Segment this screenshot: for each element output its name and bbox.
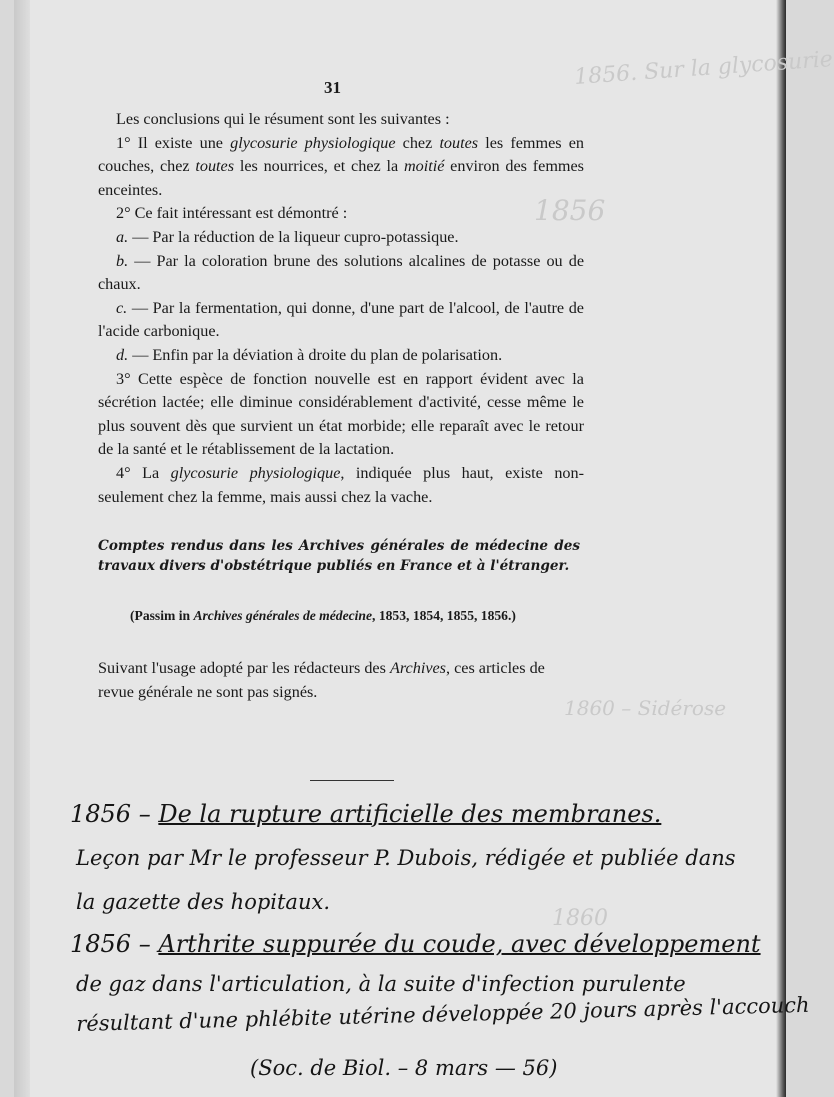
document-page bbox=[14, 0, 834, 1097]
list-item: d. — Enfin par la déviation à droite du plan de polarisation. bbox=[116, 345, 503, 364]
handwritten-entry-2-reference: (Soc. de Biol. – 8 mars — 56) bbox=[250, 1056, 558, 1080]
paragraph: 3° Cette espèce de fonction nouvelle est en rapport évident avec la sécrétion lactée; elle diminue considérablement d'activité, cesse même le plus souvent dès que survient un état morbide; elle reparaît avec le retour de la santé et le rétablissement de la lactation. bbox=[98, 369, 584, 459]
separator-rule bbox=[310, 780, 394, 781]
page-number: 31 bbox=[324, 78, 341, 97]
handwritten-entry-2-title: 1856 – Arthrite suppurée du coude, avec développement bbox=[70, 930, 761, 958]
paragraph-conclusion-1: 1° Il existe une glycosurie physiologique chez toutes les femmes en couches, chez toutes les nourrices, et chez la moitié environ des femmes enceintes. bbox=[98, 133, 585, 199]
paragraph: Les conclusions qui le résument sont les suivantes : bbox=[116, 110, 450, 128]
paragraph-conclusion-4: 4° La glycosurie physiologique, indiquée plus haut, existe non-seulement chez la femme, mais aussi chez la vache. bbox=[98, 463, 584, 506]
list-item: b. — Par la coloration brune des solutions alcalines de potasse ou de chaux. bbox=[98, 251, 584, 294]
bleed-through-text: 1860 – Sidérose bbox=[564, 696, 727, 720]
handwritten-entry-2-line: de gaz dans l'articulation, à la suite d'infection purulente bbox=[76, 972, 686, 996]
bleed-through-text: 1860 bbox=[552, 906, 608, 931]
printed-body bbox=[98, 108, 584, 509]
list-item: c. — Par la fermentation, qui donne, d'une part de l'alcool, de l'autre de l'acide carbonique. bbox=[98, 298, 584, 341]
section-heading: Comptes rendus dans les Archives générales de médecine des travaux divers d'obstétrique publiés en France et à l'étranger. bbox=[98, 538, 581, 574]
page-shadow bbox=[14, 0, 30, 1097]
handwritten-entry-1-line: la gazette des hopitaux. bbox=[76, 890, 330, 914]
citation-line: (Passim in Archives générales de médecine, 1853, 1854, 1855, 1856.) bbox=[130, 608, 516, 623]
handwritten-entry-1-line: Leçon par Mr le professeur P. Dubois, rédigée et publiée dans bbox=[76, 846, 736, 870]
handwritten-entry-1-title: 1856 – De la rupture artificielle des membranes. bbox=[70, 800, 662, 828]
closing-paragraph: Suivant l'usage adopté par les rédacteurs des Archives, ces articles de revue générale ne sont pas signés. bbox=[98, 659, 545, 701]
bleed-through-text: 1856. Sur la glycosurie bbox=[573, 46, 834, 91]
paragraph: 2° Ce fait intéressant est démontré : bbox=[116, 204, 348, 223]
bleed-through-text: 1856 bbox=[534, 194, 606, 227]
handwritten-entry-2-line: résultant d'une phlébite utérine développée 20 jours après l'accouch bbox=[76, 992, 810, 1036]
list-item: a. — Par la réduction de la liqueur cupro-potassique. bbox=[116, 227, 459, 246]
